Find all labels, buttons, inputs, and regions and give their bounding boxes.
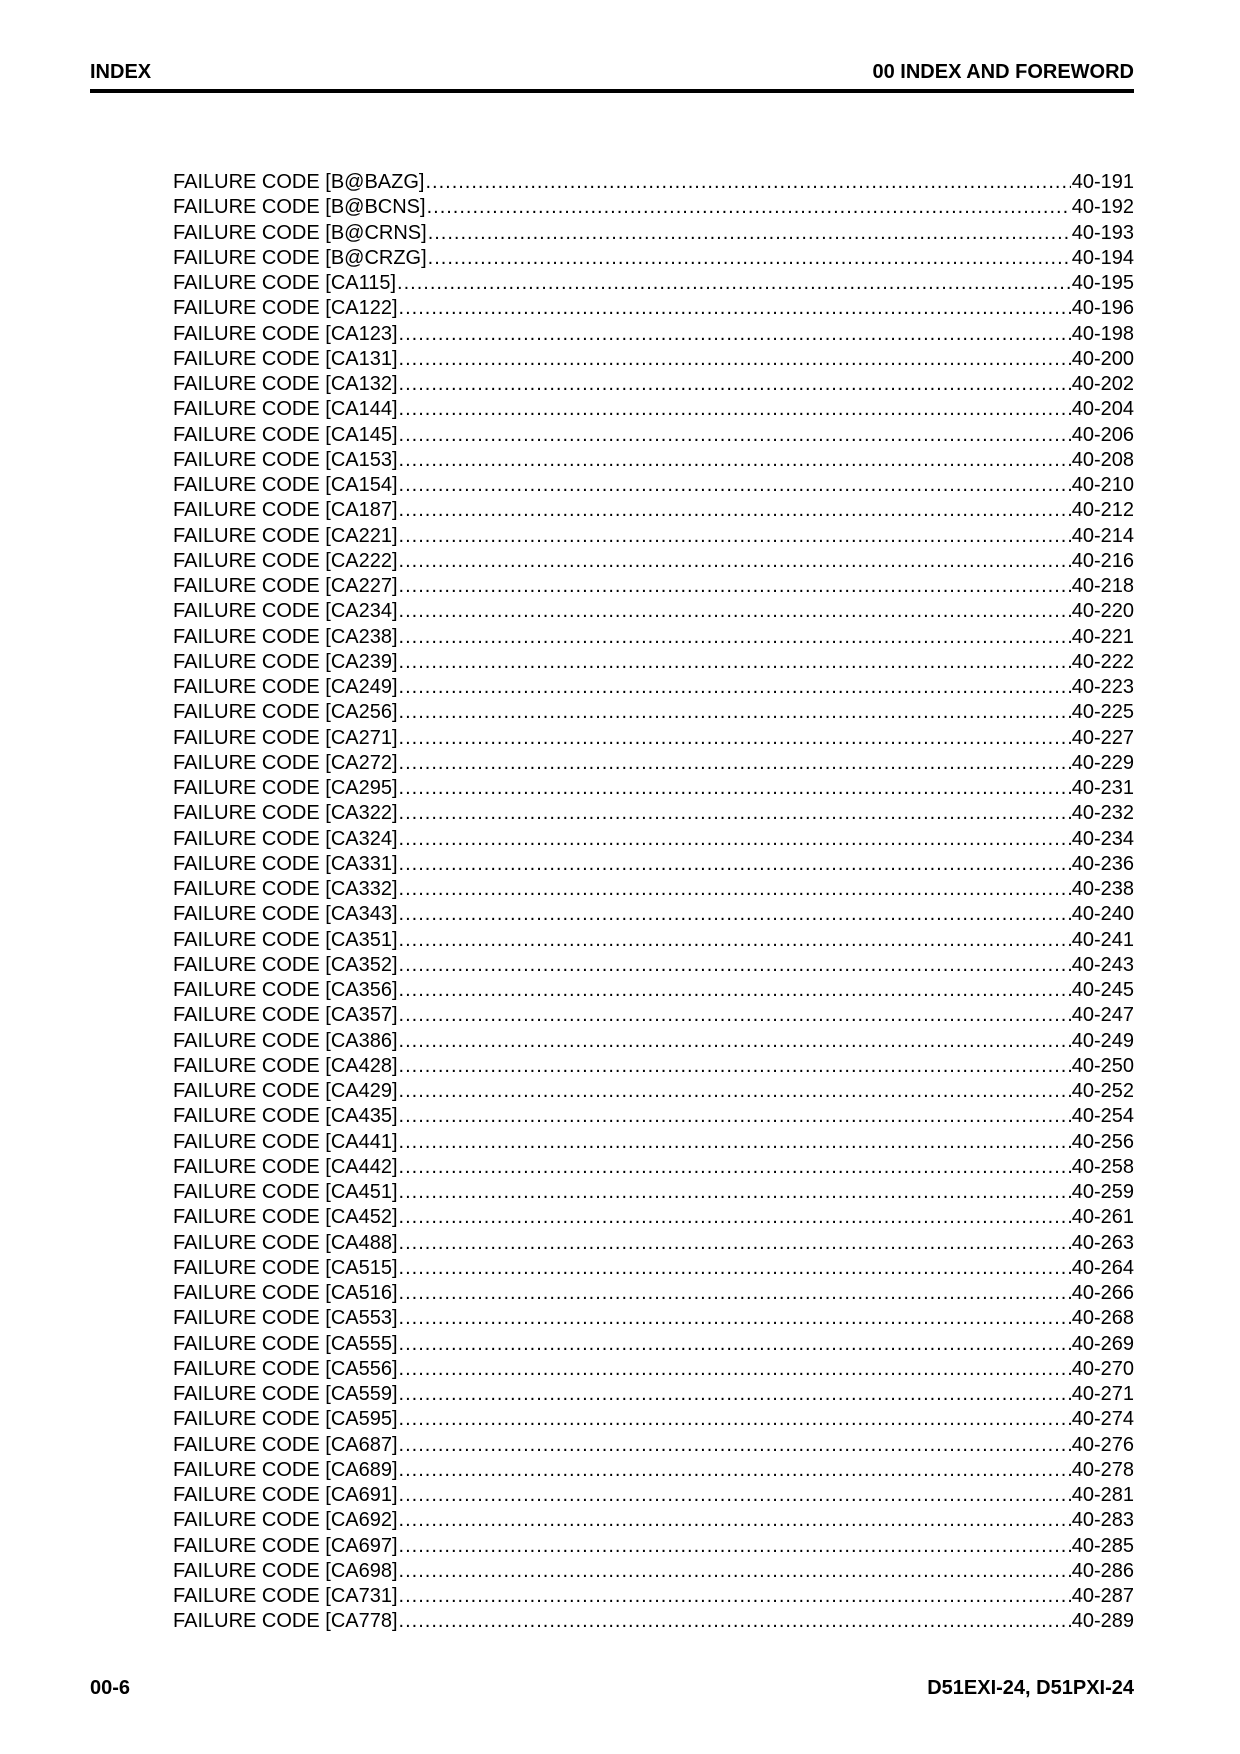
index-entry-page: 40-196: [1071, 297, 1134, 320]
index-entry-page: 40-204: [1071, 398, 1134, 421]
index-entry[interactable]: [173, 1281, 1134, 1306]
index-entry-page: 40-229: [1071, 751, 1134, 774]
dot-leader: [399, 928, 1071, 953]
index-entry-page: 40-258: [1071, 1155, 1134, 1178]
index-entry-title: FAILURE CODE [B@CRZG]: [173, 246, 427, 269]
index-entry-page: 40-287: [1071, 1585, 1134, 1607]
dot-leader: [399, 574, 1071, 599]
dot-leader: [399, 1433, 1071, 1458]
index-entry-title: FAILURE CODE [CA332]: [173, 878, 398, 900]
dot-leader: [399, 902, 1071, 927]
index-entry[interactable]: [173, 1534, 1134, 1559]
dot-leader: [399, 549, 1071, 574]
index-entry[interactable]: [173, 700, 1134, 725]
index-entry[interactable]: [173, 1003, 1134, 1028]
dot-leader: [399, 347, 1071, 372]
index-entry[interactable]: [173, 953, 1134, 978]
index-entry-title: FAILURE CODE [CA187]: [173, 499, 398, 522]
dot-leader: [399, 1584, 1071, 1609]
index-entry-title: FAILURE CODE [CA123]: [173, 322, 398, 345]
index-entry-title: FAILURE CODE [CA435]: [173, 1105, 398, 1128]
index-entry-title: FAILURE CODE [CA488]: [173, 1231, 398, 1254]
index-entry-page: 40-232: [1071, 802, 1134, 825]
dot-leader: [399, 1155, 1071, 1180]
index-entry-page: 40-202: [1071, 373, 1134, 395]
dot-leader: [399, 423, 1071, 448]
index-entry[interactable]: [173, 776, 1134, 801]
index-entry-page: 40-269: [1071, 1332, 1134, 1355]
index-entry-page: 40-254: [1071, 1105, 1134, 1128]
index-entry-page: 40-240: [1071, 903, 1134, 926]
index-entry-page: 40-221: [1071, 625, 1134, 648]
dot-leader: [399, 1332, 1071, 1357]
index-entry-title: FAILURE CODE [CA256]: [173, 701, 398, 724]
index-entry[interactable]: [173, 1231, 1134, 1256]
index-entry[interactable]: [173, 1357, 1134, 1382]
index-entry-title: FAILURE CODE [CA249]: [173, 676, 398, 698]
dot-leader: [399, 801, 1071, 826]
index-entry-title: FAILURE CODE [B@BAZG]: [173, 171, 425, 193]
dot-leader: [399, 1609, 1071, 1634]
index-entry-title: FAILURE CODE [CA322]: [173, 802, 398, 825]
index-entry-page: 40-200: [1071, 347, 1134, 370]
dot-leader: [399, 1104, 1071, 1129]
index-entry-page: 40-210: [1071, 474, 1134, 496]
index-entry[interactable]: [173, 928, 1134, 953]
dot-leader: [428, 221, 1071, 246]
dot-leader: [399, 1559, 1071, 1584]
index-entry[interactable]: [173, 397, 1134, 422]
index-entry-title: FAILURE CODE [CA357]: [173, 1004, 398, 1027]
index-entry-page: 40-266: [1071, 1282, 1134, 1304]
page-header: [90, 58, 1134, 86]
index-entry-page: 40-256: [1071, 1130, 1134, 1153]
index-entry-page: 40-227: [1071, 726, 1134, 749]
index-entry-title: FAILURE CODE [CA778]: [173, 1610, 398, 1633]
index-entry-title: FAILURE CODE [CA451]: [173, 1181, 398, 1203]
index-entry-page: 40-243: [1071, 953, 1134, 976]
index-entry-title: FAILURE CODE [CA516]: [173, 1282, 398, 1304]
index-entry-title: FAILURE CODE [CA132]: [173, 373, 398, 395]
index-entry[interactable]: [173, 296, 1134, 321]
index-entry-page: 40-286: [1071, 1559, 1134, 1582]
index-entry-title: FAILURE CODE [CA697]: [173, 1534, 398, 1557]
header-chapter-title: 00 INDEX AND FOREWORD: [872, 60, 1134, 83]
index-entry[interactable]: [173, 978, 1134, 1003]
index-entry-title: FAILURE CODE [CA122]: [173, 297, 398, 320]
dot-leader: [399, 1054, 1071, 1079]
index-entry[interactable]: [173, 1306, 1134, 1331]
index-entry-title: FAILURE CODE [CA356]: [173, 979, 398, 1001]
index-entry-title: FAILURE CODE [CA442]: [173, 1155, 398, 1178]
index-entry[interactable]: [173, 1054, 1134, 1079]
index-entry[interactable]: [173, 271, 1134, 296]
index-entry[interactable]: [173, 1584, 1134, 1609]
index-entry[interactable]: [173, 751, 1134, 776]
index-entry-page: 40-225: [1071, 701, 1134, 724]
index-entry[interactable]: [173, 221, 1134, 246]
index-entry[interactable]: [173, 448, 1134, 473]
dot-leader: [399, 1281, 1071, 1306]
index-entry-page: 40-274: [1071, 1408, 1134, 1431]
index-entry-page: 40-271: [1071, 1383, 1134, 1405]
index-entry[interactable]: [173, 675, 1134, 700]
index-entry-title: FAILURE CODE [CA331]: [173, 852, 398, 875]
index-entry-page: 40-245: [1071, 979, 1134, 1001]
index-entry-page: 40-241: [1071, 928, 1134, 951]
index-entry-page: 40-281: [1071, 1484, 1134, 1506]
index-entry-title: FAILURE CODE [CA324]: [173, 827, 398, 850]
dot-leader: [399, 1357, 1071, 1382]
dot-leader: [399, 1231, 1071, 1256]
dot-leader: [399, 1180, 1071, 1205]
index-entry[interactable]: [173, 372, 1134, 397]
index-entry-title: FAILURE CODE [CA429]: [173, 1080, 398, 1102]
dot-leader: [399, 1306, 1071, 1331]
index-entry-page: 40-249: [1071, 1029, 1134, 1052]
index-entry[interactable]: [173, 1332, 1134, 1357]
index-entry-title: FAILURE CODE [CA351]: [173, 928, 398, 951]
index-entry-page: 40-261: [1071, 1206, 1134, 1229]
index-entry-page: 40-191: [1071, 171, 1134, 193]
dot-leader: [399, 1256, 1071, 1281]
index-entry[interactable]: [173, 1130, 1134, 1155]
index-entry[interactable]: [173, 1433, 1134, 1458]
dot-leader: [399, 625, 1071, 650]
index-entry[interactable]: [173, 599, 1134, 624]
index-entry-title: FAILURE CODE [CA556]: [173, 1357, 398, 1380]
index-entry-title: FAILURE CODE [CA145]: [173, 423, 398, 446]
dot-leader: [399, 1534, 1071, 1559]
dot-leader: [399, 675, 1071, 700]
dot-leader: [399, 1079, 1071, 1104]
index-entry[interactable]: [173, 852, 1134, 877]
index-entry-title: FAILURE CODE [CA271]: [173, 726, 398, 749]
index-entry[interactable]: [173, 246, 1134, 271]
index-entry[interactable]: [173, 1483, 1134, 1508]
index-entry-page: 40-198: [1071, 322, 1134, 345]
index-entry-page: 40-208: [1071, 448, 1134, 471]
index-entry-page: 40-285: [1071, 1534, 1134, 1557]
dot-leader: [425, 170, 1070, 195]
index-entry-page: 40-216: [1071, 549, 1134, 572]
header-divider: [90, 89, 1134, 93]
index-entry-page: 40-194: [1071, 246, 1134, 269]
index-entry-title: FAILURE CODE [CA689]: [173, 1458, 398, 1481]
index-list: [173, 170, 1134, 1635]
index-entry-page: 40-223: [1071, 676, 1134, 698]
dot-leader: [399, 1205, 1071, 1230]
dot-leader: [399, 953, 1071, 978]
dot-leader: [399, 1483, 1071, 1508]
index-entry[interactable]: [173, 498, 1134, 523]
index-entry[interactable]: [173, 1609, 1134, 1634]
index-entry-title: FAILURE CODE [CA687]: [173, 1433, 398, 1456]
dot-leader: [399, 498, 1071, 523]
index-entry-title: FAILURE CODE [CA227]: [173, 575, 398, 597]
index-entry-page: 40-276: [1071, 1433, 1134, 1456]
index-entry[interactable]: [173, 1180, 1134, 1205]
dot-leader: [428, 246, 1071, 271]
dot-leader: [399, 1003, 1071, 1028]
index-entry[interactable]: [173, 1256, 1134, 1281]
index-entry-page: 40-192: [1071, 196, 1134, 219]
dot-leader: [399, 1508, 1071, 1533]
dot-leader: [399, 473, 1071, 498]
model-designation: D51EXI-24, D51PXI-24: [927, 1676, 1134, 1699]
dot-leader: [399, 978, 1071, 1003]
index-entry[interactable]: [173, 625, 1134, 650]
dot-leader: [399, 1458, 1071, 1483]
index-entry-title: FAILURE CODE [CA692]: [173, 1509, 398, 1532]
dot-leader: [399, 1382, 1071, 1407]
index-entry-title: FAILURE CODE [CA352]: [173, 953, 398, 976]
index-entry-page: 40-268: [1071, 1307, 1134, 1330]
index-entry-title: FAILURE CODE [CA691]: [173, 1484, 398, 1506]
index-entry-page: 40-214: [1071, 524, 1134, 547]
dot-leader: [399, 372, 1071, 397]
index-entry-title: FAILURE CODE [CA272]: [173, 751, 398, 774]
dot-leader: [399, 599, 1071, 624]
index-entry-title: FAILURE CODE [CA343]: [173, 903, 398, 926]
index-entry[interactable]: [173, 1458, 1134, 1483]
index-entry-page: 40-247: [1071, 1004, 1134, 1027]
index-entry-page: 40-236: [1071, 852, 1134, 875]
index-entry-title: FAILURE CODE [CA238]: [173, 625, 398, 648]
dot-leader: [399, 524, 1071, 549]
index-entry-title: FAILURE CODE [CA452]: [173, 1206, 398, 1229]
dot-leader: [399, 700, 1071, 725]
dot-leader: [399, 322, 1071, 347]
header-section-label: INDEX: [90, 60, 152, 83]
index-entry-page: 40-283: [1071, 1509, 1134, 1532]
index-entry[interactable]: [173, 1508, 1134, 1533]
index-entry-title: FAILURE CODE [CA441]: [173, 1130, 398, 1153]
index-entry[interactable]: [173, 549, 1134, 574]
index-entry[interactable]: [173, 1559, 1134, 1584]
index-entry-title: FAILURE CODE [CA222]: [173, 549, 398, 572]
index-entry-page: 40-195: [1071, 272, 1134, 294]
index-entry-title: FAILURE CODE [CA234]: [173, 600, 398, 623]
index-entry-page: 40-252: [1071, 1080, 1134, 1102]
index-entry[interactable]: [173, 1104, 1134, 1129]
dot-leader: [399, 776, 1071, 801]
index-entry[interactable]: [173, 1382, 1134, 1407]
index-entry[interactable]: [173, 170, 1134, 195]
index-entry[interactable]: [173, 1029, 1134, 1054]
dot-leader: [399, 397, 1071, 422]
index-entry[interactable]: [173, 902, 1134, 927]
index-entry-page: 40-212: [1071, 499, 1134, 522]
index-entry-page: 40-270: [1071, 1357, 1134, 1380]
index-entry-title: FAILURE CODE [B@CRNS]: [173, 221, 427, 244]
index-entry-page: 40-206: [1071, 423, 1134, 446]
index-entry-title: FAILURE CODE [CA698]: [173, 1559, 398, 1582]
index-entry-title: FAILURE CODE [CA154]: [173, 474, 398, 496]
index-entry-page: 40-250: [1071, 1054, 1134, 1077]
index-entry[interactable]: [173, 473, 1134, 498]
index-entry-page: 40-264: [1071, 1256, 1134, 1279]
index-entry-title: FAILURE CODE [CA731]: [173, 1585, 398, 1607]
index-entry[interactable]: [173, 726, 1134, 751]
dot-leader: [399, 852, 1071, 877]
index-entry-title: FAILURE CODE [CA553]: [173, 1307, 398, 1330]
index-entry[interactable]: [173, 195, 1134, 220]
index-entry[interactable]: [173, 877, 1134, 902]
dot-leader: [399, 1407, 1071, 1432]
index-entry[interactable]: [173, 322, 1134, 347]
index-entry-page: 40-263: [1071, 1231, 1134, 1254]
dot-leader: [427, 195, 1071, 220]
index-entry-title: FAILURE CODE [CA595]: [173, 1408, 398, 1431]
index-entry[interactable]: [173, 801, 1134, 826]
index-entry[interactable]: [173, 423, 1134, 448]
index-entry[interactable]: [173, 1079, 1134, 1104]
dot-leader: [399, 726, 1071, 751]
index-entry[interactable]: [173, 1205, 1134, 1230]
index-entry-title: FAILURE CODE [B@BCNS]: [173, 196, 426, 219]
index-entry-title: FAILURE CODE [CA144]: [173, 398, 398, 421]
index-entry-title: FAILURE CODE [CA555]: [173, 1332, 398, 1355]
index-entry-title: FAILURE CODE [CA559]: [173, 1383, 398, 1405]
index-entry[interactable]: [173, 1155, 1134, 1180]
index-entry[interactable]: [173, 347, 1134, 372]
dot-leader: [399, 877, 1071, 902]
index-entry[interactable]: [173, 827, 1134, 852]
index-entry-page: 40-222: [1071, 650, 1134, 673]
page-number: 00-6: [90, 1676, 131, 1699]
dot-leader: [399, 1130, 1071, 1155]
index-entry-page: 40-231: [1071, 777, 1134, 799]
dot-leader: [397, 271, 1071, 296]
index-entry-title: FAILURE CODE [CA428]: [173, 1054, 398, 1077]
index-entry[interactable]: [173, 1407, 1134, 1432]
dot-leader: [399, 650, 1071, 675]
index-entry-title: FAILURE CODE [CA153]: [173, 448, 398, 471]
index-entry[interactable]: [173, 574, 1134, 599]
dot-leader: [399, 448, 1071, 473]
index-entry-title: FAILURE CODE [CA295]: [173, 777, 398, 799]
index-entry[interactable]: [173, 650, 1134, 675]
index-entry-title: FAILURE CODE [CA115]: [173, 272, 397, 294]
index-entry-title: FAILURE CODE [CA221]: [173, 524, 398, 547]
dot-leader: [399, 827, 1071, 852]
dot-leader: [399, 751, 1071, 776]
dot-leader: [399, 1029, 1071, 1054]
index-entry-page: 40-259: [1071, 1181, 1134, 1203]
index-entry[interactable]: [173, 524, 1134, 549]
index-entry-page: 40-193: [1071, 221, 1134, 244]
index-entry-title: FAILURE CODE [CA131]: [173, 347, 398, 370]
index-entry-page: 40-238: [1071, 878, 1134, 900]
index-entry-page: 40-234: [1071, 827, 1134, 850]
index-entry-page: 40-289: [1071, 1610, 1134, 1633]
index-entry-page: 40-278: [1071, 1458, 1134, 1481]
index-entry-page: 40-220: [1071, 600, 1134, 623]
index-entry-page: 40-218: [1071, 575, 1134, 597]
page-footer: [90, 1674, 1134, 1702]
index-entry-title: FAILURE CODE [CA239]: [173, 650, 398, 673]
index-entry-title: FAILURE CODE [CA515]: [173, 1256, 398, 1279]
index-entry-title: FAILURE CODE [CA386]: [173, 1029, 398, 1052]
dot-leader: [399, 296, 1071, 321]
